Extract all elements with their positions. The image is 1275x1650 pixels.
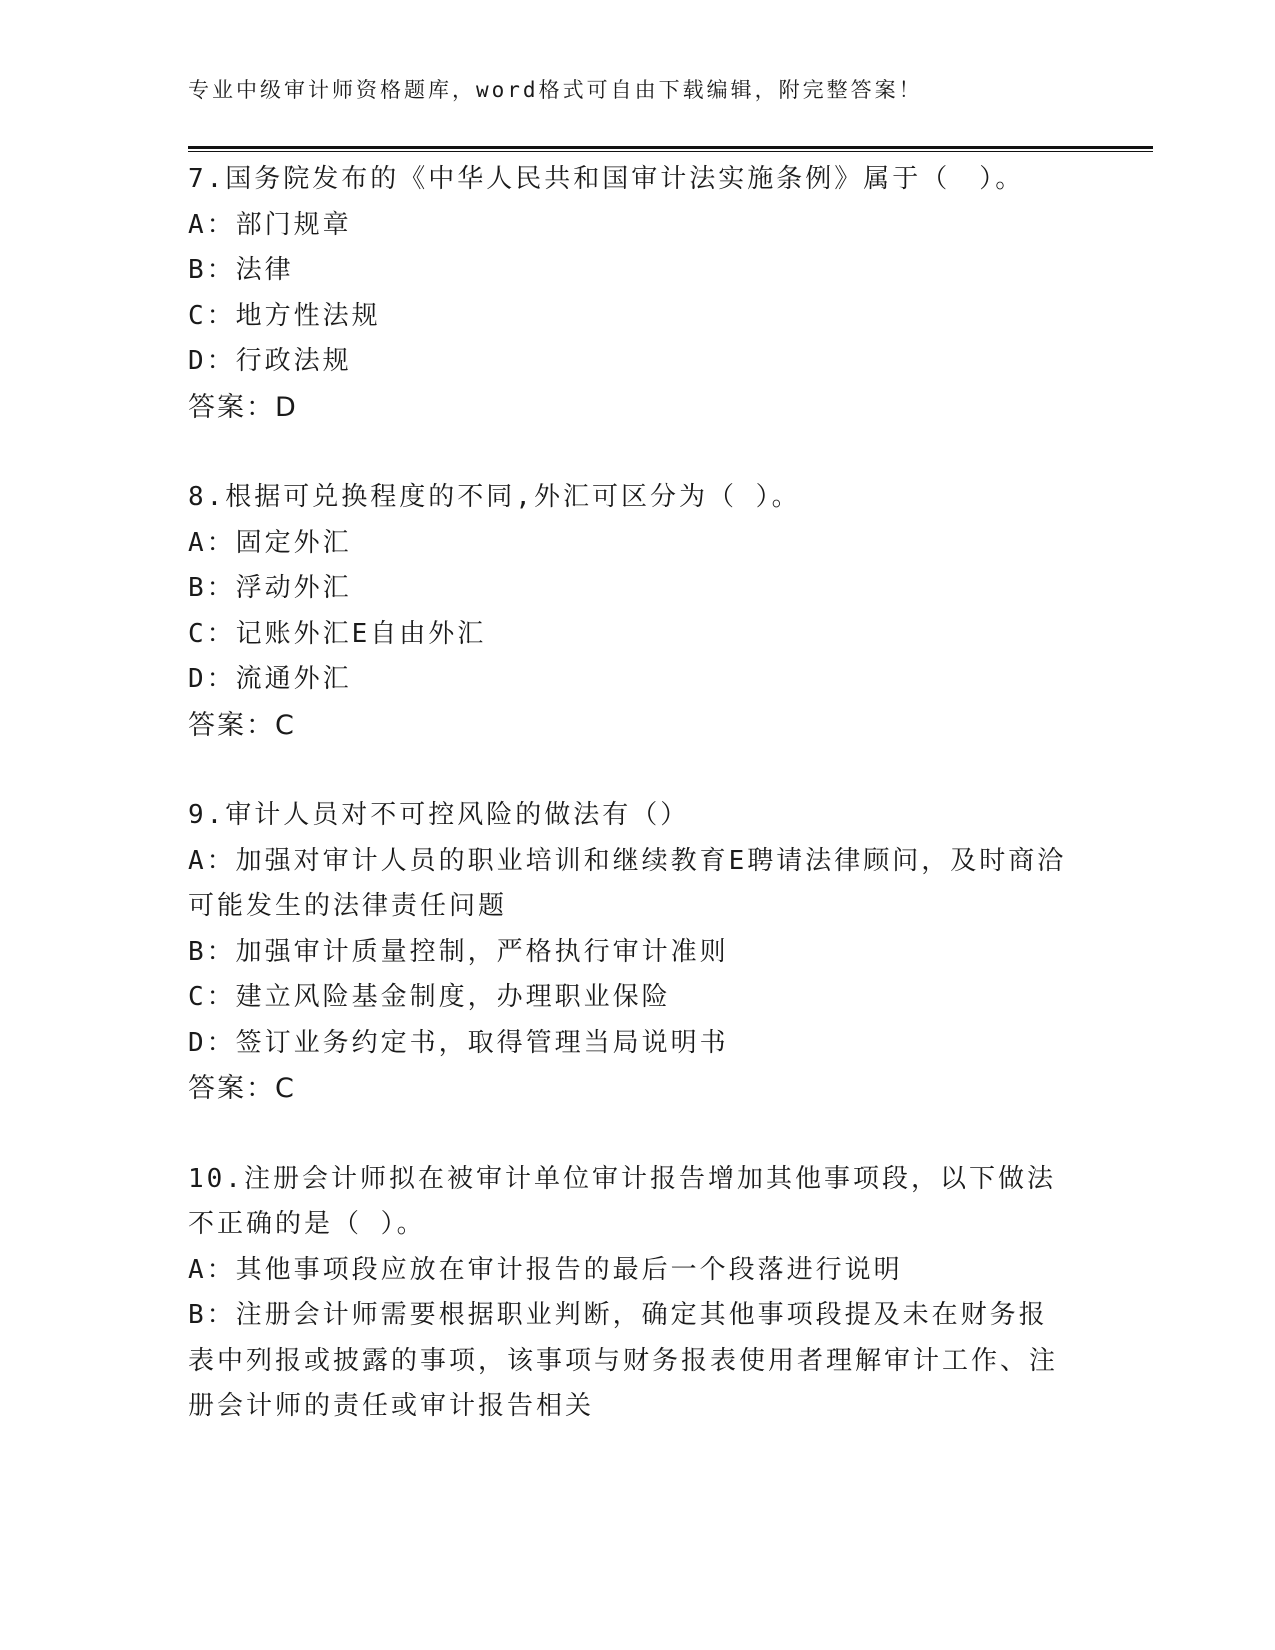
question-10 <box>188 1157 1068 1430</box>
option-b: B：浮动外汇 <box>188 573 352 603</box>
option-a: A：固定外汇 <box>188 527 352 558</box>
answer-label: 答案：D <box>188 391 298 423</box>
question-stem: 7.国务院发布的《中华人民共和国审计法实施条例》属于（ ）。 <box>188 164 1025 194</box>
option-d: D：行政法规 <box>188 346 352 376</box>
option-a: A：其他事项段应放在审计报告的最后一个段落进行说明 <box>188 1254 903 1285</box>
option-a: A：部门规章 <box>188 209 352 240</box>
option-d: D：流通外汇 <box>188 664 352 694</box>
question-stem: 9.审计人员对不可控风险的做法有（） <box>188 800 690 830</box>
option-d: D：签订业务约定书，取得管理当局说明书 <box>188 1027 729 1058</box>
question-7 <box>188 157 1068 430</box>
option-b: B：注册会计师需要根据职业判断，确定其他事项段提及未在财务报表中列报或披露的事项，该事项与财务报表使用者理解审计工作、注册会计师的责任或审计报告相关 <box>188 1300 1059 1421</box>
option-c: C：记账外汇E自由外汇 <box>188 618 487 649</box>
option-a: A：加强对审计人员的职业培训和继续教育E聘请法律顾问，及时商洽可能发生的法律责任问题 <box>188 845 1067 921</box>
question-stem: 10.注册会计师拟在被审计单位审计报告增加其他事项段，以下做法不正确的是（ ）。 <box>188 1163 1056 1239</box>
option-b: B：法律 <box>188 255 294 285</box>
option-c: C：地方性法规 <box>188 300 381 331</box>
page-header: 专业中级审计师资格题库，word格式可自由下载编辑，附完整答案！ <box>188 78 923 102</box>
question-8 <box>188 475 1068 748</box>
option-b: B：加强审计质量控制，严格执行审计准则 <box>188 936 729 967</box>
header-rule-thin <box>188 151 1153 152</box>
option-c: C：建立风险基金制度，办理职业保险 <box>188 982 671 1012</box>
question-stem: 8.根据可兑换程度的不同,外汇可区分为（ ）。 <box>188 482 801 512</box>
question-list <box>188 157 1068 1475</box>
answer-label: 答案：C <box>188 1073 296 1104</box>
question-9 <box>188 793 1068 1112</box>
header-rule-thick <box>188 146 1153 149</box>
answer-label: 答案：C <box>188 709 296 741</box>
